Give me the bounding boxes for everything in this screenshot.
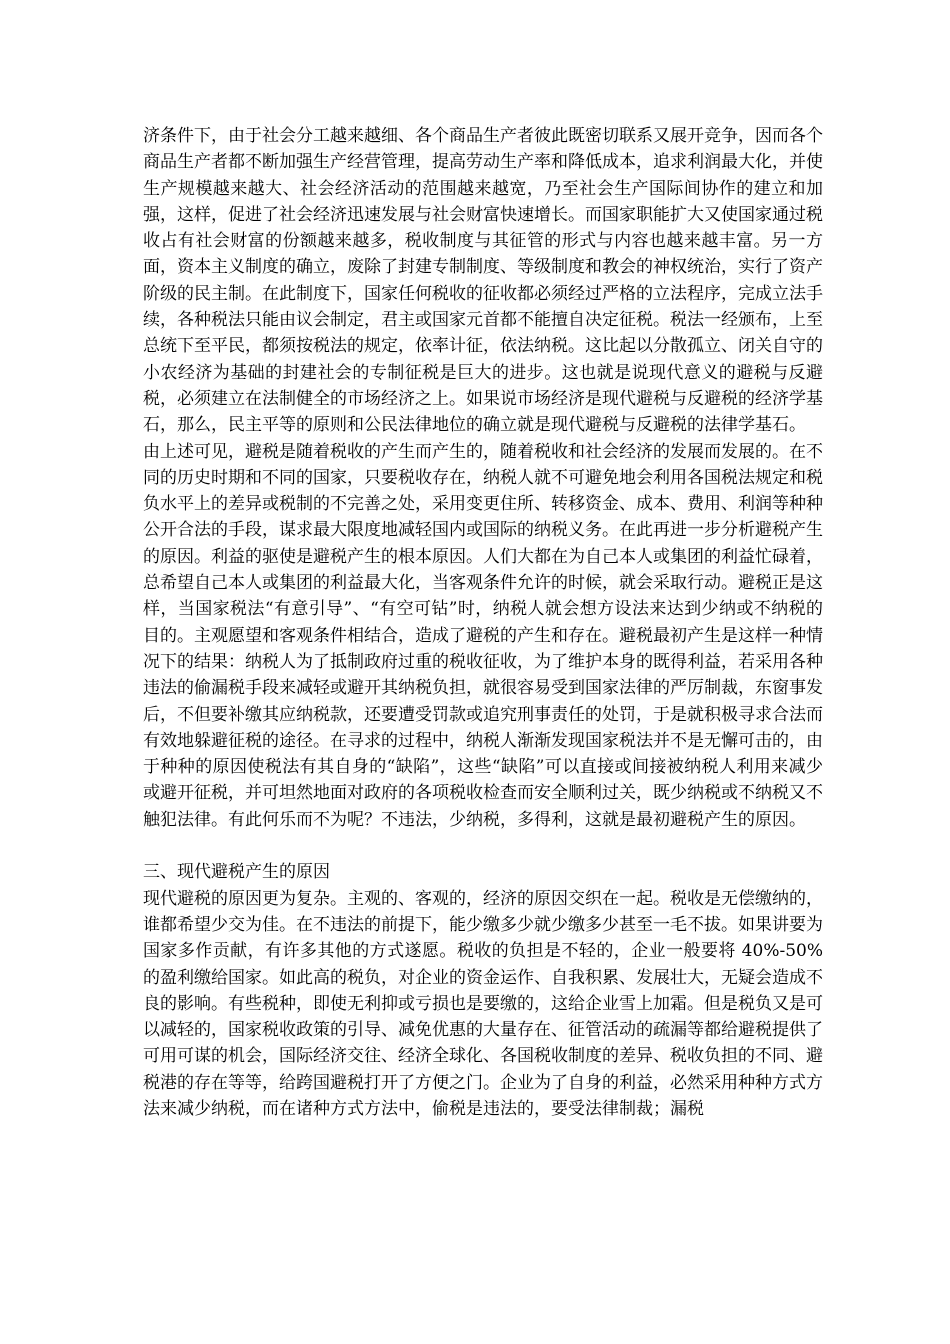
body-paragraph-2: 由上述可见，避税是随着税收的产生而产生的，随着税收和社会经济的发展而发展的。在不同的历史时期和不同的国家，只要税收存在，纳税人就不可避免地会利用各国税法规定和税负水平上的差异或税制的不完善之处，采用变更住所、转移资金、成本、费用、利润等种种公开合法的手段，谋求最大限度地减轻国内或国际的纳税义务。在此再进一步分析避税产生的原因。利益的驱使是避税产生的根本原因。人们大都在为自己本人或集团的利益忙碌着，总希望自己本人或集团的利益最大化，当客观条件允许的时候，就会采取行动。避税正是这样，当国家税法“有意引导”、“有空可钻”时，纳税人就会想方设法来达到少纳或不纳税的目的。主观愿望和客观条件相结合，造成了避税的产生和存在。避税最初产生是这样一种情况下的结果：纳税人为了抵制政府过重的税收征收，为了维护本身的既得利益，若采用各种违法的偷漏税手段来减轻或避开其纳税负担，就很容易受到国家法律的严厉制裁，东窗事发后，不但要补缴其应纳税款，还要遭受罚款或追究刑事责任的处罚，于是就积极寻求合法而有效地躲避征税的途径。在寻求的过程中，纳税人渐渐发现国家税法并不是无懈可击的，由于种种的原因使税法有其自身的“缺陷”，这些“缺陷”可以直接或间接被纳税人利用来减少或避开征税，并可坦然地面对政府的各项税收检查而安全顺利过关，既少纳税或不纳税又不触犯法律。有此何乐而不为呢？不违法，少纳税，多得利，这就是最初避税产生的原因。 [143,441,823,830]
document-page [143,123,823,1122]
body-paragraph-1: 济条件下，由于社会分工越来越细、各个商品生产者彼此既密切联系又展开竞争，因而各个商品生产者都不断加强生产经营管理，提高劳动生产率和降低成本，追求利润最大化，并使生产规模越来越大、社会经济活动的范围越来越宽，乃至社会生产国际间协作的建立和加强，这样，促进了社会经济迅速发展与社会财富快速增长。而国家职能扩大又使国家通过税收占有社会财富的份额越来越多，税收制度与其征管的形式与内容也越来越丰富。另一方面，资本主义制度的确立，废除了封建专制制度、等级制度和教会的神权统治，实行了资产阶级的民主制。在此制度下，国家任何税收的征收都必须经过严格的立法程序，完成立法手续，各种税法只能由议会制定，君主或国家元首都不能擅自决定征税。税法一经颁布，上至总统下至平民，都须按税法的规定，依率计征，依法纳税。这比起以分散孤立、闭关自守的小农经济为基础的封建社会的专制征税是巨大的进步。这也就是说现代意义的避税与反避税，必须建立在法制健全的市场经济之上。如果说市场经济是现代避税与反避税的经济学基石，那么，民主平等的原则和公民法律地位的确立就是现代避税与反避税的法律学基石。 [143,126,823,436]
section-heading: 三、现代避税产生的原因 [143,862,330,883]
paragraph-spacer [143,833,823,859]
section-paragraph: 现代避税的原因更为复杂。主观的、客观的，经济的原因交织在一起。税收是无偿缴纳的，谁都希望少交为佳。在不违法的前提下，能少缴多少就少缴多少甚至一毛不拔。如果讲要为国家多作贡献，有许多其他的方式遂愿。税收的负担是不轻的，企业一般要将 40%-50%的盈利缴给国家。如此高的税负，对企业的资金运作、自我积累、发展壮大，无疑会造成不良的影响。有些税种，即使无利抑或亏损也是要缴的，这给企业雪上加霜。但是税负又是可以减轻的，国家税收政策的引导、减免优惠的大量存在、征管活动的疏漏等都给避税提供了可用可谋的机会，国际经济交往、经济全球化、各国税收制度的差异、税收负担的不同、避税港的存在等等，给跨国避税打开了方便之门。企业为了自身的利益，必然采用种种方式方法来减少纳税，而在诸种方式方法中，偷税是违法的，要受法律制裁；漏税 [143,888,823,1119]
